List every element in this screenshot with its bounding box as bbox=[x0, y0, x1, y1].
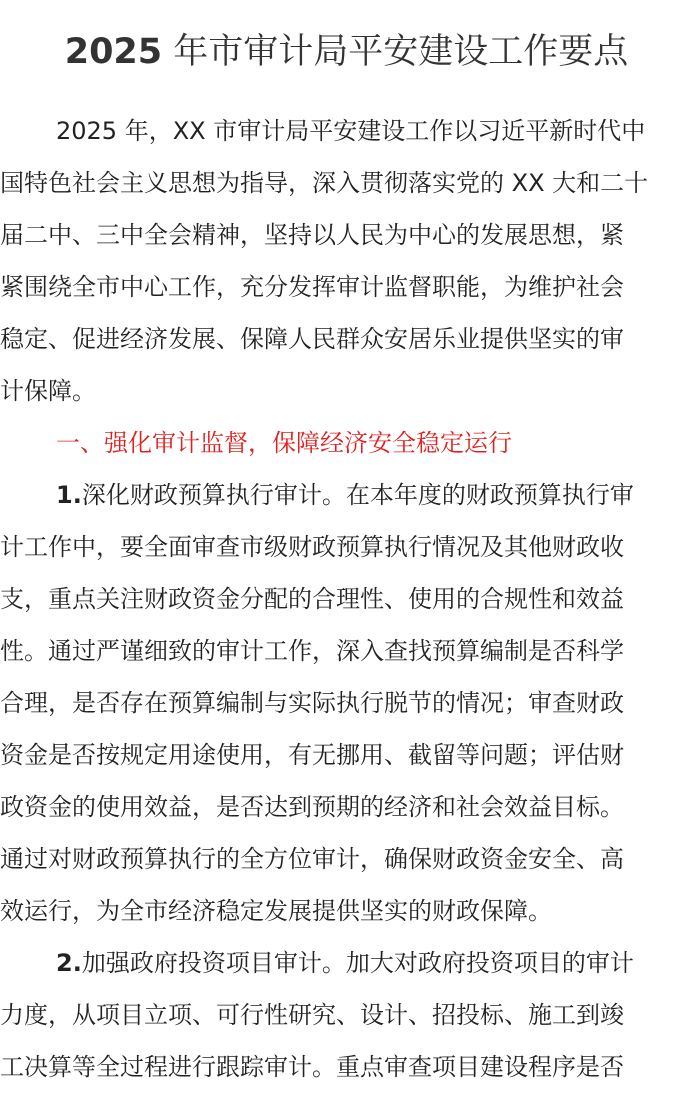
paragraph-line bbox=[56, 937, 634, 989]
paragraph-line: 届二中、三中全会精神，坚持以人民为中心的发展思想，紧 bbox=[0, 221, 624, 249]
title-text: 年市审计局平安建设工作要点 bbox=[162, 32, 629, 72]
paragraph-line: 紧围绕全市中心工作，充分发挥审计监督职能，为维护社会 bbox=[0, 273, 624, 301]
paragraph-line: 资金是否按规定用途使用，有无挪用、截留等问题；评估财 bbox=[0, 741, 624, 769]
paragraph-line: 计工作中，要全面审查市级财政预算执行情况及其他财政收 bbox=[0, 533, 624, 561]
paragraph-line: 政资金的使用效益，是否达到预期的经济和社会效益目标。 bbox=[0, 793, 624, 821]
paragraph-line: 稳定、促进经济发展、保障人民群众安居乐业提供坚实的审 bbox=[0, 325, 624, 353]
paragraph-line: 计保障。 bbox=[0, 377, 96, 405]
paragraph-line: 合理，是否存在预算编制与实际执行脱节的情况；审查财政 bbox=[0, 689, 624, 717]
paragraph-line: 工决算等全过程进行跟踪审计。重点审查项目建设程序是否 bbox=[0, 1053, 624, 1081]
paragraph-line: 支，重点关注财政资金分配的合理性、使用的合规性和效益 bbox=[0, 585, 624, 613]
paragraph-line: 国特色社会主义思想为指导，深入贯彻落实党的 XX 大和二十 bbox=[0, 169, 649, 197]
paragraph-line bbox=[56, 469, 634, 521]
paragraph-line: 效运行，为全市经济稳定发展提供坚实的财政保障。 bbox=[0, 897, 552, 925]
document-title bbox=[0, 28, 693, 76]
paragraph-line: 力度，从项目立项、可行性研究、设计、招投标、施工到竣 bbox=[0, 1001, 624, 1029]
title-year: 2025 bbox=[64, 32, 163, 72]
item-number: 1. bbox=[56, 481, 82, 509]
item-text: 深化财政预算执行审计。在本年度的财政预算执行审 bbox=[81, 481, 634, 509]
item-number: 2. bbox=[56, 949, 82, 977]
section-heading: 一、强化审计监督，保障经济安全稳定运行 bbox=[56, 429, 512, 457]
paragraph-line: 2025 年，XX 市审计局平安建设工作以习近平新时代中 bbox=[56, 117, 646, 145]
paragraph-line: 通过对财政预算执行的全方位审计，确保财政资金安全、高 bbox=[0, 845, 624, 873]
item-text: 加强政府投资项目审计。加大对政府投资项目的审计 bbox=[81, 949, 634, 977]
paragraph-line: 性。通过严谨细致的审计工作，深入查找预算编制是否科学 bbox=[0, 637, 624, 665]
